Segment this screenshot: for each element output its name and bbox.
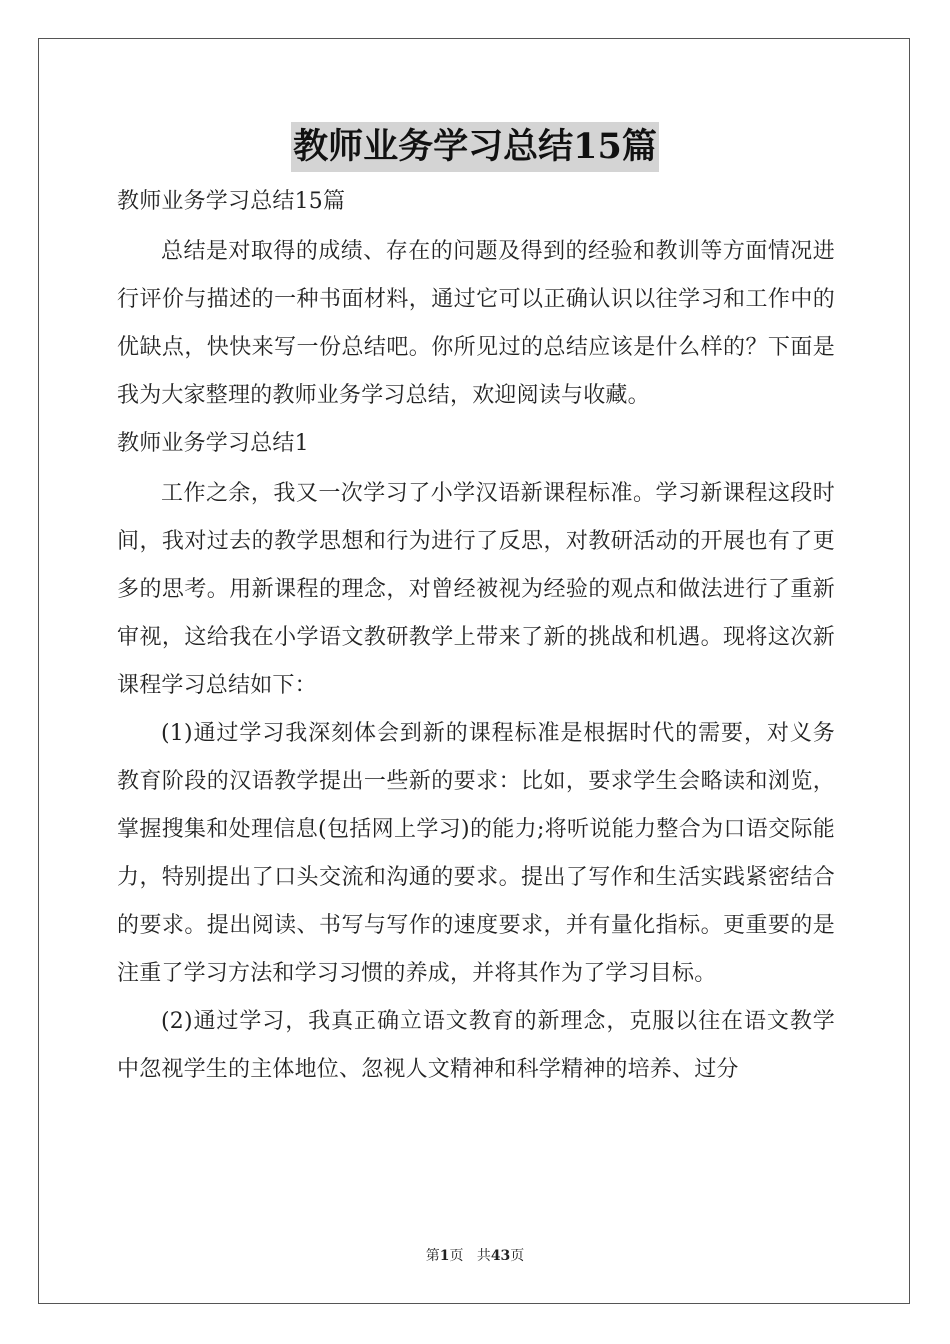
page-suffix: 页 — [449, 1248, 464, 1264]
document-subtitle: 教师业务学习总结15篇 — [117, 189, 346, 214]
title-wrap — [0, 122, 950, 172]
total-prefix: 共 — [476, 1248, 491, 1264]
document-title: 教师业务学习总结15篇 — [291, 122, 659, 172]
page-number: 1 — [439, 1248, 450, 1264]
section1-paragraph-1: 工作之余，我又一次学习了小学汉语新课程标准。学习新课程这段时间，我对过去的教学思想和行为进行了反思，对教研活动的开展也有了更多的思考。用新课程的理念，对曾经被视为经验的观点和做法进行了重新审视，这给我在小学语文教研教学上带来了新的挑战和机遇。现将这次新课程学习总结如下： — [117, 481, 835, 698]
page-footer — [0, 1245, 950, 1265]
section1-paragraph-3: (2)通过学习，我真正确立语文教育的新理念，克服以往在语文教学中忽视学生的主体地位、忽视人文精神和科学精神的培养、过分 — [117, 1009, 835, 1082]
total-pages: 43 — [490, 1248, 511, 1264]
intro-paragraph: 总结是对取得的成绩、存在的问题及得到的经验和教训等方面情况进行评价与描述的一种书面材料，通过它可以正确认识以往学习和工作中的优缺点，快快来写一份总结吧。你所见过的总结应该是什么样的？下面是我为大家整理的教师业务学习总结，欢迎阅读与收藏。 — [117, 239, 835, 408]
section1-paragraph-2: (1)通过学习我深刻体会到新的课程标准是根据时代的需要，对义务教育阶段的汉语教学提出一些新的要求：比如，要求学生会略读和浏览，掌握搜集和处理信息(包括网上学习)的能力;将听说能力整合为口语交际能力，特别提出了口头交流和沟通的要求。提出了写作和生活实践紧密结合的要求。提出阅读、书写与写作的速度要求，并有量化指标。更重要的是注重了学习方法和学习习惯的养成，并将其作为了学习目标。 — [117, 721, 835, 986]
total-suffix: 页 — [510, 1248, 525, 1264]
document-body — [117, 178, 835, 1094]
page-prefix: 第 — [425, 1248, 440, 1264]
section1-heading: 教师业务学习总结1 — [117, 431, 309, 456]
